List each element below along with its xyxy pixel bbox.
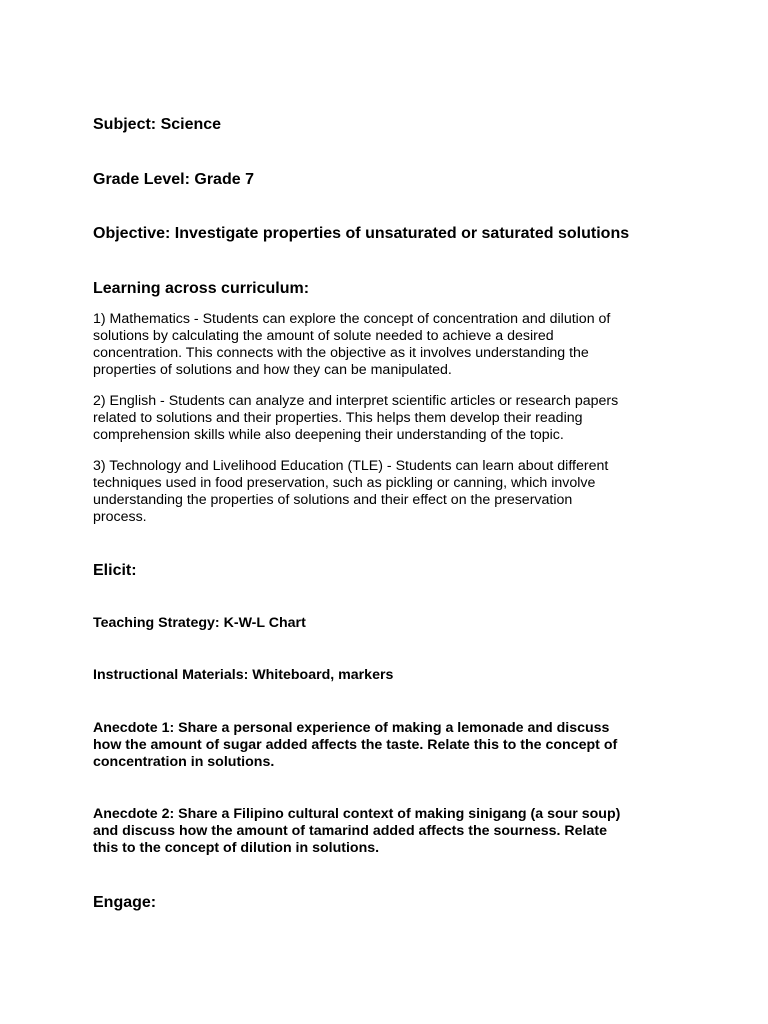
- grade-level-heading: Grade Level: Grade 7: [93, 171, 254, 188]
- paragraph-line: Anecdote 2: Share a Filipino cultural context of making sinigang (a sour soup): [93, 806, 621, 822]
- paragraph-line: how the amount of sugar added affects the taste. Relate this to the concept of: [93, 737, 618, 753]
- paragraph-line: this to the concept of dilution in solutions.: [93, 840, 380, 856]
- learning-across-curriculum-heading: Learning across curriculum:: [93, 280, 310, 297]
- paragraph-line: 2) English - Students can analyze and interpret scientific articles or research papers: [93, 393, 619, 409]
- subject-heading: Subject: Science: [93, 116, 222, 133]
- paragraph-line: properties of solutions and how they can be manipulated.: [93, 362, 452, 378]
- curriculum-item-tle: [93, 458, 693, 526]
- engage-heading: Engage:: [93, 894, 157, 911]
- paragraph-line: concentration. This connects with the objective as it involves understanding the: [93, 345, 589, 361]
- paragraph-line: techniques used in food preservation, such as pickling or canning, which involve: [93, 475, 596, 491]
- anecdote-1: [93, 720, 693, 771]
- paragraph-line: process.: [93, 509, 147, 525]
- paragraph-line: and discuss how the amount of tamarind added affects the sourness. Relate: [93, 823, 608, 839]
- paragraph-line: solutions by calculating the amount of solute needed to achieve a desired: [93, 328, 554, 344]
- curriculum-item-mathematics: [93, 311, 693, 379]
- elicit-heading: Elicit:: [93, 562, 137, 579]
- teaching-strategy: Teaching Strategy: K-W-L Chart: [93, 615, 306, 631]
- paragraph-line: understanding the properties of solutions and their effect on the preservation: [93, 492, 573, 508]
- paragraph-line: concentration in solutions.: [93, 754, 275, 770]
- anecdote-2: [93, 806, 693, 857]
- paragraph-line: related to solutions and their properties. This helps them develop their reading: [93, 410, 583, 426]
- paragraph-line: comprehension skills while also deepening their understanding of the topic.: [93, 427, 564, 443]
- paragraph-line: Anecdote 1: Share a personal experience of making a lemonade and discuss: [93, 720, 610, 736]
- objective-heading: Objective: Investigate properties of unsaturated or saturated solutions: [93, 225, 630, 242]
- paragraph-line: 3) Technology and Livelihood Education (TLE) - Students can learn about different: [93, 458, 609, 474]
- curriculum-item-english: [93, 393, 693, 444]
- instructional-materials: Instructional Materials: Whiteboard, markers: [93, 667, 394, 683]
- paragraph-line: 1) Mathematics - Students can explore the concept of concentration and dilution of: [93, 311, 611, 327]
